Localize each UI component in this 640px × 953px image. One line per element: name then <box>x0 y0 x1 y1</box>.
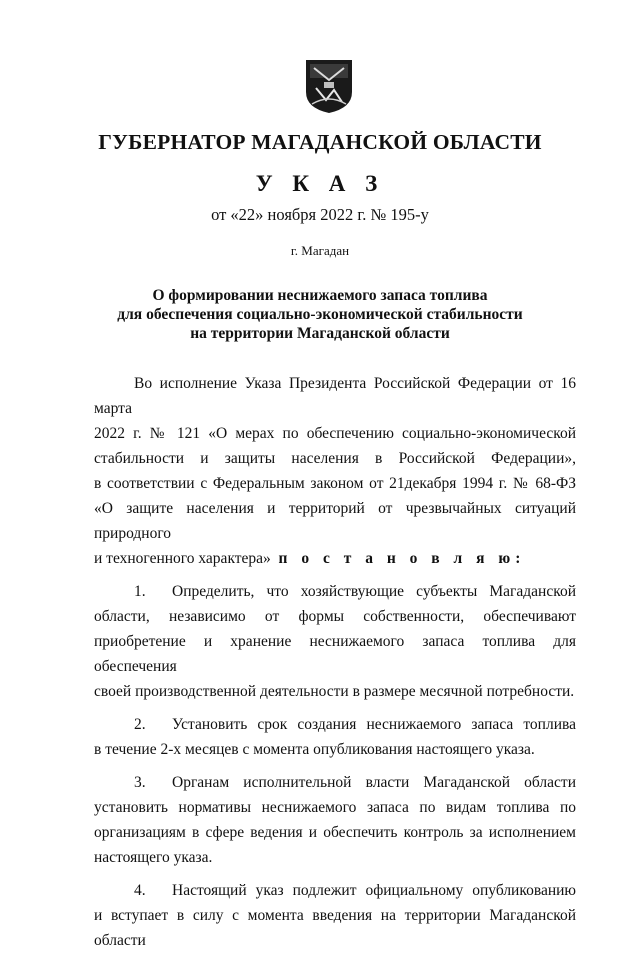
preamble-line: стабильности и защиты населения в Российской Федерации», <box>94 450 576 467</box>
list-item-3: 3. Органам исполнительной власти Магаданской области <box>134 774 576 791</box>
title-line: О формировании неснижаемого запаса топлива <box>152 287 488 304</box>
decree-word: п о с т а н о в л я ю: <box>278 550 526 567</box>
document-city: г. Магадан <box>290 243 350 258</box>
title-line: для обеспечения социально-экономической стабильности <box>117 306 523 323</box>
document-title <box>0 286 640 343</box>
list-item-1: 1. Определить, что хозяйствующие субъекты Магаданской <box>134 583 576 600</box>
preamble-line: Во исполнение Указа Президента Российской Федерации от 16 марта <box>94 375 576 417</box>
list-item-4: 4. Настоящий указ подлежит официальному опубликованию <box>134 882 576 899</box>
list-item-line: приобретение и хранение неснижаемого запаса топлива для обеспечения <box>94 633 576 675</box>
list-item-line: настоящего указа. <box>94 849 213 866</box>
authority-heading: ГУБЕРНАТОР МАГАДАНСКОЙ ОБЛАСТИ <box>98 130 542 154</box>
list-item-line: области, независимо от формы собственности, обеспечивают <box>94 608 576 625</box>
coat-of-arms-icon <box>304 58 354 114</box>
preamble-line: в соответствии с Федеральным законом от 21декабря 1994 г. № 68-ФЗ <box>94 475 576 492</box>
document-date-number: от «22» ноября 2022 г. № 195-у <box>211 205 429 224</box>
list-item-line: и вступает в силу с момента введения на территории Магаданской области <box>94 907 576 949</box>
list-item-line: установить нормативы неснижаемого запаса по видам топлива по <box>94 799 576 816</box>
preamble-line: 2022 г. № 121 «О мерах по обеспечению социально-экономической <box>94 425 576 442</box>
list-item-line: организациям в сфере ведения и обеспечить контроль за исполнением <box>94 824 576 841</box>
preamble-line: «О защите населения и территорий от чрезвычайных ситуаций природного <box>94 500 576 542</box>
document-type: У К А З <box>255 171 385 196</box>
list-item-line: в течение 2-х месяцев с момента опубликования настоящего указа. <box>94 741 535 758</box>
preamble-line: и техногенного характера» п о с т а н о в л я ю: <box>94 550 526 567</box>
list-item-2: 2. Установить срок создания неснижаемого запаса топлива <box>134 716 576 733</box>
list-item-line: своей производственной деятельности в размере месячной потребности. <box>94 683 575 700</box>
document-body <box>94 371 576 953</box>
title-line: на территории Магаданской области <box>190 325 450 342</box>
